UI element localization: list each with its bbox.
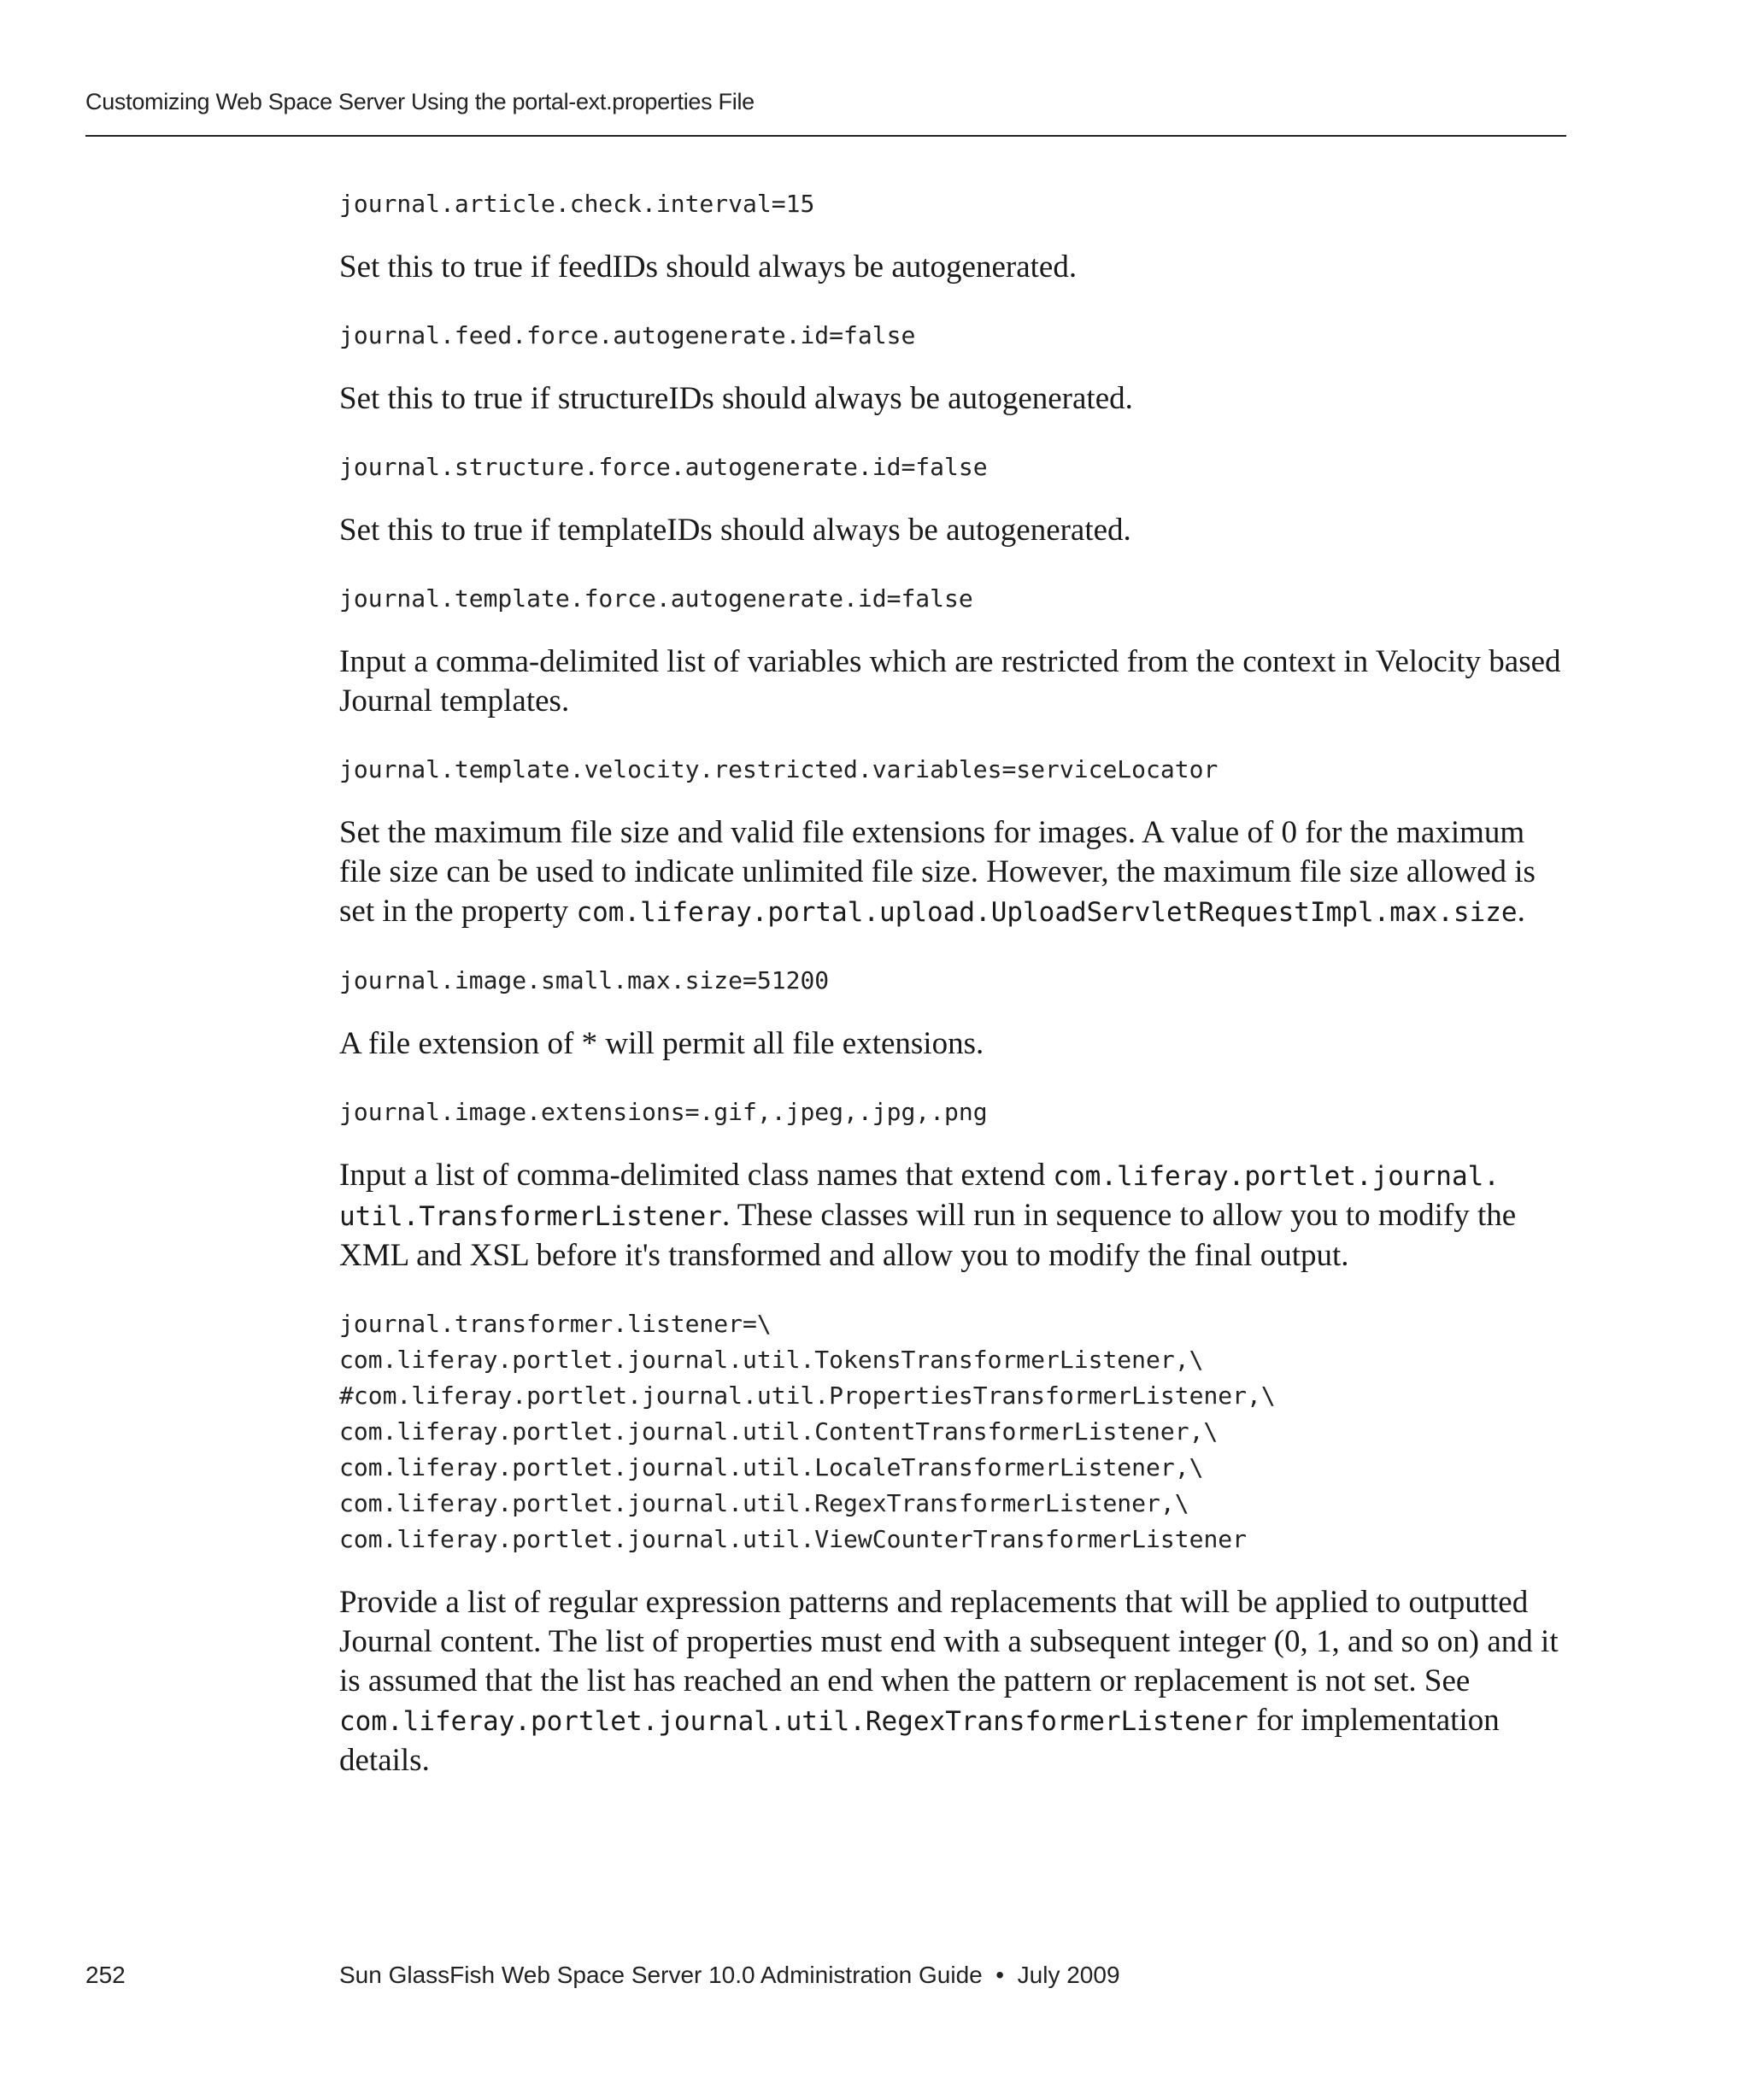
- paragraph: [339, 1583, 1570, 1780]
- running-header: Customizing Web Space Server Using the portal-ext.properties File: [85, 89, 755, 114]
- code-line: journal.template.force.autogenerate.id=false: [339, 584, 973, 613]
- code-line: journal.template.velocity.restricted.variables=serviceLocator: [339, 755, 1219, 783]
- paragraph: [339, 1156, 1570, 1276]
- inline-code: com.liferay.portal.upload.UploadServletRequestImpl.max.size: [576, 897, 1518, 928]
- code-line: journal.image.small.max.size=51200: [339, 966, 830, 994]
- paragraph-text: for implementation details.: [339, 1703, 1500, 1778]
- paragraph-text: .: [1517, 894, 1525, 929]
- header-rule: [85, 135, 1566, 137]
- paragraph: [339, 813, 1570, 932]
- paragraph: Set this to true if templateIDs should always be autogenerated.: [339, 513, 1131, 548]
- page-content: [339, 186, 1570, 1780]
- code-line: com.liferay.portlet.journal.util.LocaleTransformerListener,\: [339, 1453, 1204, 1481]
- paragraph-text: . These classes will run in sequence to allow you to modify the XML and XSL before it's transformed and allow you to modify the final output.: [339, 1198, 1517, 1273]
- inline-code: com.liferay.portlet.journal. util.TransformerListener: [339, 1161, 1500, 1232]
- code-line: #com.liferay.portlet.journal.util.PropertiesTransformerListener,\: [339, 1381, 1276, 1410]
- footer-title: Sun GlassFish Web Space Server 10.0 Administration Guide • July 2009: [339, 1962, 1120, 1988]
- inline-code: com.liferay.portlet.journal.util.RegexTransformerListener: [339, 1706, 1248, 1737]
- paragraph-text: Provide a list of regular expression patterns and replacements that will be applied to outputted Journal content. The list of properties must end with a subsequent integer (0, 1, and so on) and it is assumed that the list has reached an end when the pattern or replacement is not set. See: [339, 1585, 1559, 1698]
- code-line: com.liferay.portlet.journal.util.ViewCounterTransformerListener: [339, 1525, 1248, 1553]
- code-line: com.liferay.portlet.journal.util.RegexTransformerListener,\: [339, 1489, 1189, 1517]
- code-line: journal.article.check.interval=15: [339, 190, 815, 218]
- paragraph: Set this to true if feedIDs should always be autogenerated.: [339, 249, 1078, 284]
- code-line: journal.transformer.listener=\: [339, 1310, 772, 1338]
- code-line: com.liferay.portlet.journal.util.TokensTransformerListener,\: [339, 1346, 1204, 1374]
- paragraph-text: Input a list of comma-delimited class names that extend: [339, 1158, 1054, 1193]
- paragraph: Input a comma-delimited list of variables which are restricted from the context in Velocity based Journal templates.: [339, 644, 1561, 719]
- paragraph: Set this to true if structureIDs should always be autogenerated.: [339, 381, 1133, 416]
- code-line: journal.image.extensions=.gif,.jpeg,.jpg,.png: [339, 1098, 988, 1126]
- paragraph-text: Set the maximum file size and valid file extensions for images. A value of 0 for the maximum file size can be used to indicate unlimited file size. However, the maximum file size allowed is set in the property: [339, 815, 1536, 929]
- code-block: [339, 1306, 1570, 1557]
- code-line: journal.feed.force.autogenerate.id=false: [339, 321, 916, 349]
- code-line: com.liferay.portlet.journal.util.ContentTransformerListener,\: [339, 1417, 1219, 1446]
- paragraph: A file extension of * will permit all file extensions.: [339, 1026, 984, 1061]
- page-number: 252: [85, 1962, 126, 1988]
- code-line: journal.structure.force.autogenerate.id=false: [339, 453, 988, 481]
